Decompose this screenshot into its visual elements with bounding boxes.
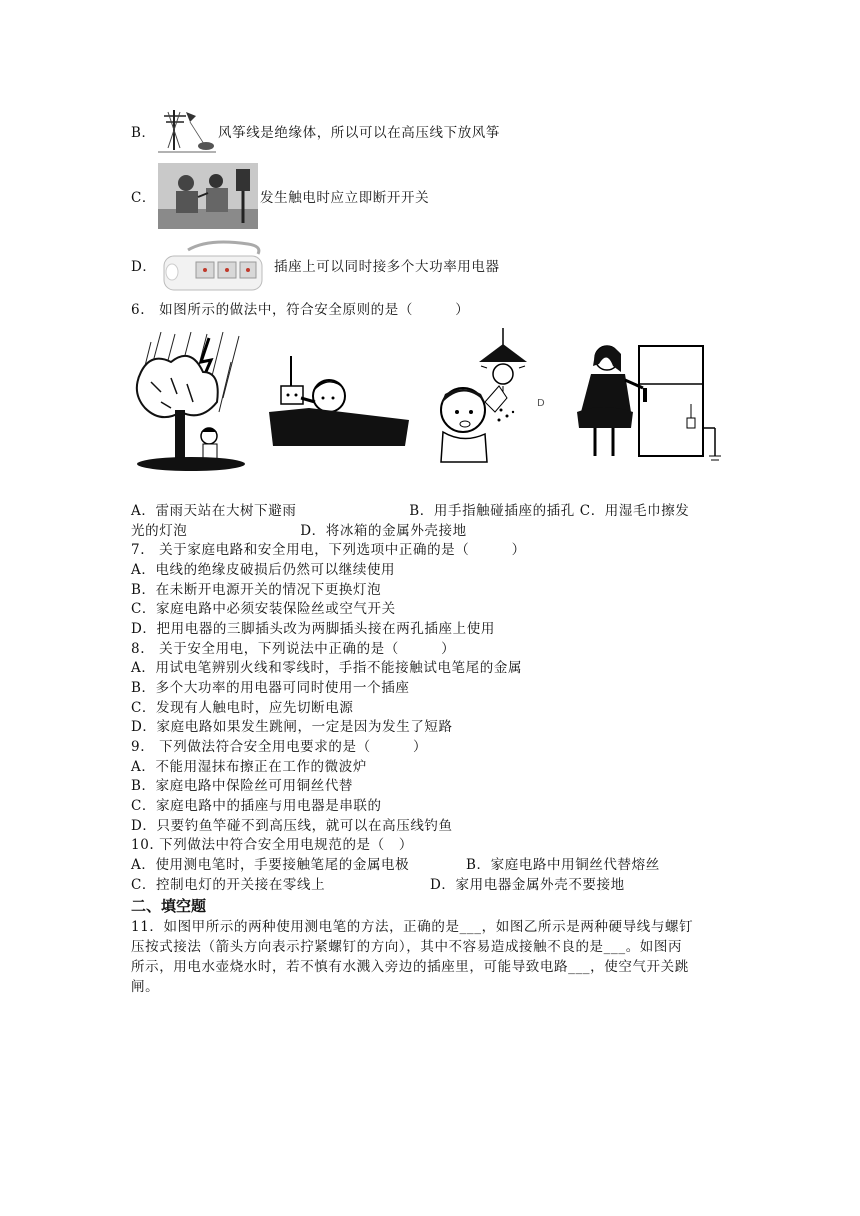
q9-option-b: B．家庭电路中保险丝可用铜丝代替 [131, 778, 354, 794]
option-letter: B． [131, 125, 156, 141]
q7-option-b: B．在未断开电源开关的情况下更换灯泡 [131, 582, 382, 598]
q11-line-4: 闸。 [131, 979, 160, 995]
q6-options-line2: 光的灯泡 D．将冰箱的金属外壳接地 [131, 523, 467, 539]
q7-option-c: C．家庭电路中必须安装保险丝或空气开关 [131, 601, 396, 617]
q9-option-a: A．不能用湿抹布擦正在工作的微波炉 [131, 759, 367, 775]
lightning-tree-image [131, 332, 251, 474]
q8-option-c: C．发现有人触电时，应先切断电源 [131, 700, 354, 716]
svg-text:D: D [537, 398, 545, 409]
q5-option-c-text: 发生触电时应立即断开开关 [260, 190, 430, 206]
q10-option-b: B．家庭电路中用铜丝代替熔丝 [466, 857, 660, 873]
option-letter: D． [131, 259, 157, 275]
q5-option-d-text: 插座上可以同时接多个大功率用电器 [274, 259, 500, 275]
q5-option-b-text: 风筝线是绝缘体，所以可以在高压线下放风筝 [218, 125, 500, 141]
q8-stem: 8. 关于安全用电，下列说法中正确的是（ ） [131, 641, 456, 657]
q6-figure-row [131, 328, 731, 478]
q10-option-c: C．控制电灯的开关接在零线上 [131, 877, 326, 893]
q10-option-a: A．使用测电笔时，手要接触笔尾的金属电极 [131, 857, 410, 873]
power-strip-image [158, 236, 268, 296]
q11-line-1: 11．如图甲所示的两种使用测电笔的方法，正确的是___，如图乙所示是两种硬导线与螺钉 [131, 919, 694, 935]
wet-cloth-bulb-image [429, 328, 559, 468]
q5-option-c [131, 189, 156, 207]
q11-line-3: 所示，用电水壶烧水时，若不慎有水溅入旁边的插座里，可能导致电路___，使空气开关跳 [131, 959, 689, 975]
q8-option-d: D．家庭电路如果发生跳闸，一定是因为发生了短路 [131, 719, 453, 735]
q9-option-c: C．家庭电路中的插座与用电器是串联的 [131, 798, 382, 814]
q7-stem: 7. 关于家庭电路和安全用电，下列选项中正确的是（ ） [131, 542, 526, 558]
q10-option-d: D．家用电器金属外壳不要接地 [430, 877, 625, 893]
q6-stem: 6. 如图所示的做法中，符合安全原则的是（ ） [131, 302, 470, 318]
fridge-ground-image [573, 332, 733, 472]
q9-stem: 9. 下列做法符合安全用电要求的是（ ） [131, 739, 428, 755]
q8-option-a: A．用试电笔辨别火线和零线时，手指不能接触试电笔尾的金属 [131, 660, 523, 676]
q6-options-line1: A．雷雨天站在大树下避雨 B．用手指触碰插座的插孔 C．用湿毛巾擦发 [131, 503, 690, 519]
q10-stem: 10. 下列做法中符合安全用电规范的是（ ） [131, 837, 413, 853]
finger-socket-image [269, 356, 419, 446]
q5-option-d [131, 258, 157, 276]
q7-option-d: D．把用电器的三脚插头改为两脚插头接在两孔插座上使用 [131, 621, 495, 637]
option-letter: C． [131, 190, 157, 206]
q9-option-d: D．只要钓鱼竿碰不到高压线，就可以在高压线钓鱼 [131, 818, 453, 834]
q5-option-b [131, 124, 156, 142]
q7-option-a: A．电线的绝缘皮破损后仍然可以继续使用 [131, 562, 396, 578]
q11-line-2: 压按式接法（箭头方向表示拧紧螺钉的方向），其中不容易造成接触不良的是___。如图丙 [131, 939, 683, 955]
kite-power-line-image [156, 108, 218, 156]
electric-shock-rescue-image [158, 163, 258, 229]
q8-option-b: B．多个大功率的用电器可同时使用一个插座 [131, 680, 410, 696]
section-heading-fill-blank: 二、填空题 [131, 897, 207, 915]
